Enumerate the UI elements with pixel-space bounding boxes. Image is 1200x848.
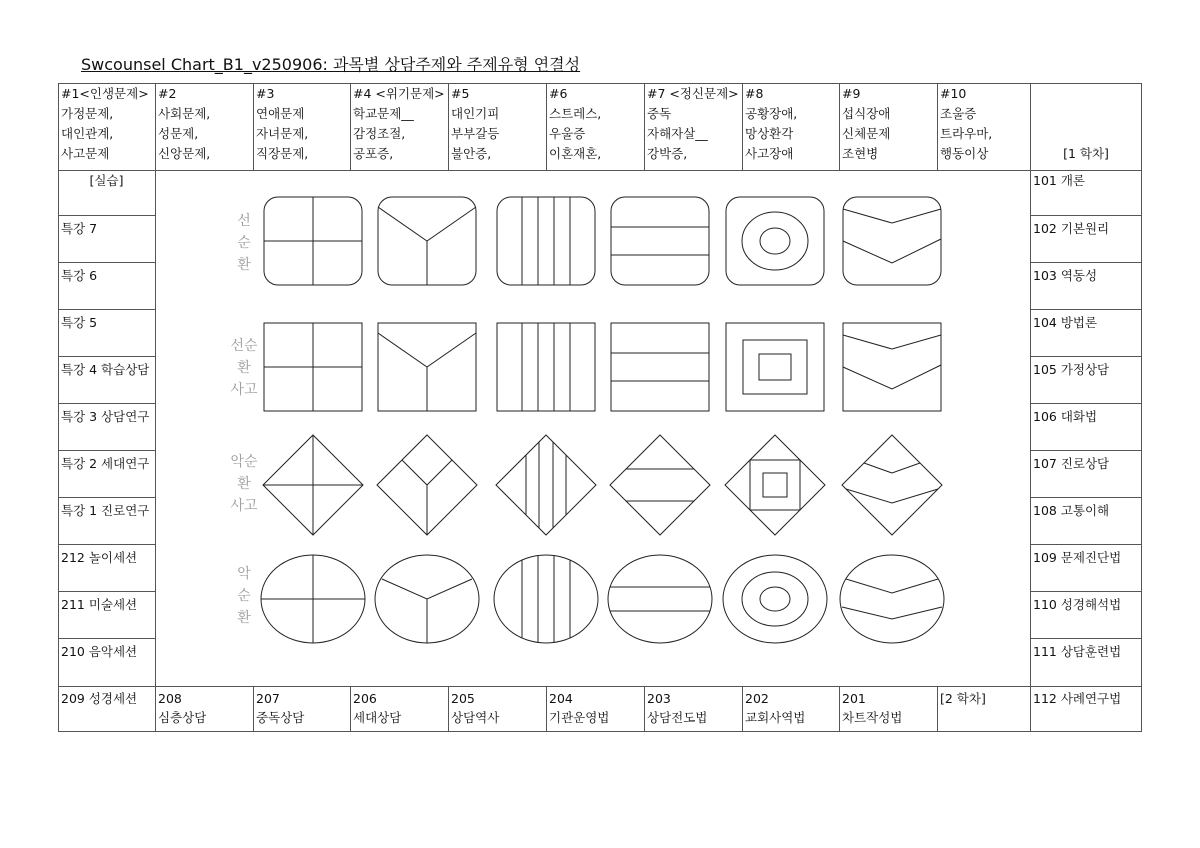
bottom-line: 206 xyxy=(353,691,377,706)
header-line: 직장문제, xyxy=(256,146,309,161)
header-line: 트라우마, xyxy=(940,126,993,141)
pattern-ring xyxy=(742,572,808,626)
shape-diamond-chevrons xyxy=(842,435,942,535)
bottom-line: 204 xyxy=(549,691,573,706)
shape-outline xyxy=(496,435,596,535)
shape-outline xyxy=(725,435,825,535)
shape-outline xyxy=(726,197,824,285)
left-cell: 특강 5 xyxy=(61,315,98,330)
pattern-ring xyxy=(742,212,808,270)
header-line: 공포증, xyxy=(353,146,394,161)
bottom-line: 209 성경세션 xyxy=(61,691,138,706)
right-cell: 111 상담훈련법 xyxy=(1033,644,1122,659)
shape-rounded-square-vertical-bars xyxy=(497,197,595,285)
right-cell: 106 대화법 xyxy=(1033,409,1098,424)
header-line: 부부갈등 xyxy=(451,126,500,141)
bottom-line: 교회사역법 xyxy=(745,710,806,725)
shape-outline xyxy=(842,435,942,535)
pattern-line xyxy=(378,333,476,367)
shape-square-y-split xyxy=(378,323,476,411)
left-cell: 특강 4 학습상담 xyxy=(61,362,150,377)
pattern-line xyxy=(846,579,938,593)
header-line: 사고장애 xyxy=(745,146,794,161)
header-line: 사회문제, xyxy=(158,106,211,121)
bottom-line: 205 xyxy=(451,691,475,706)
header-line: 중독 xyxy=(647,106,672,121)
header-line: 신앙문제, xyxy=(158,146,211,161)
header-line: [1 학차] xyxy=(1063,146,1109,161)
header-line: 망상환각 xyxy=(745,126,794,141)
shape-square-horizontal-bands xyxy=(611,323,709,411)
header-line: #2 xyxy=(158,86,177,101)
shape-outline xyxy=(726,323,824,411)
header-line: 성문제, xyxy=(158,126,199,141)
pattern-line xyxy=(843,335,941,349)
shape-outline xyxy=(494,555,598,643)
shape-rounded-square-horizontal-bands xyxy=(611,197,709,285)
left-cell: 특강 3 상담연구 xyxy=(61,409,150,424)
header-line: #6 xyxy=(549,86,568,101)
shape-outline xyxy=(723,555,827,643)
shape-ellipse-y-split xyxy=(375,555,479,643)
shape-outline xyxy=(608,555,712,643)
header-line: 스트레스, xyxy=(549,106,602,121)
header-line: #4 <위기문제> xyxy=(353,86,445,101)
shape-rounded-square-chevrons xyxy=(843,197,941,285)
shape-rounded-square-concentric xyxy=(726,197,824,285)
header-line: 조울증 xyxy=(940,106,977,121)
pattern-line xyxy=(382,579,472,599)
pattern-line xyxy=(402,460,452,485)
right-cell: 108 고통이해 xyxy=(1033,503,1110,518)
row-label-line: 선 xyxy=(237,213,251,229)
shape-outline xyxy=(843,197,941,285)
header-line: 강박증, xyxy=(647,146,688,161)
left-cell: 특강 6 xyxy=(61,268,98,283)
row-label-line: 순 xyxy=(237,588,251,604)
bottom-line: 중독상담 xyxy=(256,710,305,725)
header-line: 자녀문제, xyxy=(256,126,309,141)
header-line: 신체문제 xyxy=(842,126,891,141)
header-line: #10 xyxy=(940,86,967,101)
shape-ellipse-horizontal-bands xyxy=(608,555,712,643)
pattern-line xyxy=(864,463,920,473)
header-line: #1<인생문제> xyxy=(61,86,149,101)
pattern-line xyxy=(842,607,942,619)
bottom-line: 201 xyxy=(842,691,866,706)
right-cell: 109 문제진단법 xyxy=(1033,550,1122,565)
row-label-line: 악순 xyxy=(230,454,258,470)
left-cell: 211 미술세션 xyxy=(61,597,138,612)
right-cell: 102 기본원리 xyxy=(1033,221,1110,236)
header-line: 우울증 xyxy=(549,126,586,141)
header-line: #7 <정신문제> xyxy=(647,86,739,101)
right-cell: 103 역동성 xyxy=(1033,268,1098,283)
shape-ellipse-chevrons xyxy=(840,555,944,643)
header-line: 사고문제 xyxy=(61,146,110,161)
shape-square-concentric xyxy=(726,323,824,411)
pattern-ring xyxy=(760,587,790,611)
row-label-line: 선순 xyxy=(230,338,258,354)
bottom-line: 208 xyxy=(158,691,182,706)
bottom-line: 202 xyxy=(745,691,769,706)
shape-square-cross xyxy=(264,323,362,411)
header-line: 대인관계, xyxy=(61,126,114,141)
header-line: 섭식장애 xyxy=(842,106,891,121)
shape-outline xyxy=(610,435,710,535)
pattern-line xyxy=(378,207,476,241)
left-cell: 210 음악세션 xyxy=(61,644,138,659)
pattern-ring xyxy=(750,460,800,510)
shape-square-chevrons xyxy=(843,323,941,411)
pattern-line xyxy=(843,365,941,389)
header-line: 가정문제, xyxy=(61,106,114,121)
bottom-line: 112 사례연구법 xyxy=(1033,691,1122,706)
left-cell: 특강 1 진로연구 xyxy=(61,503,150,518)
bottom-line: 세대상담 xyxy=(353,710,402,725)
row-label-line: 환 xyxy=(237,610,251,626)
shape-outline xyxy=(840,555,944,643)
row-label-line: 환 xyxy=(237,257,251,273)
bottom-line: 기관운영법 xyxy=(549,710,610,725)
shape-diamond-cross xyxy=(263,435,363,535)
bottom-line: [2 학차] xyxy=(940,691,986,706)
left-cell-practice: [실습] xyxy=(89,173,124,188)
header-line: 대인기피 xyxy=(451,106,500,121)
header-line: #8 xyxy=(745,86,764,101)
header-line: #3 xyxy=(256,86,275,101)
shape-ellipse-cross xyxy=(261,555,365,643)
row-label-line: 사고 xyxy=(230,498,258,514)
shape-outline xyxy=(843,323,941,411)
pattern-ring xyxy=(760,228,790,254)
header-line: #9 xyxy=(842,86,861,101)
left-cell: 특강 7 xyxy=(61,221,98,236)
shape-outline xyxy=(497,197,595,285)
shape-ellipse-vertical-bars xyxy=(494,555,598,643)
header-line: 행동이상 xyxy=(940,146,989,161)
header-line: 불안증, xyxy=(451,146,492,161)
left-cell: 특강 2 세대연구 xyxy=(61,456,150,471)
pattern-line xyxy=(846,489,938,503)
pattern-line xyxy=(843,209,941,223)
pattern-line xyxy=(843,239,941,263)
shape-outline xyxy=(497,323,595,411)
pattern-ring xyxy=(743,340,807,394)
right-cell: 105 가정상담 xyxy=(1033,362,1110,377)
row-label-line: 순 xyxy=(237,235,251,251)
shape-ellipse-concentric xyxy=(723,555,827,643)
shape-outline xyxy=(611,323,709,411)
shape-diamond-horizontal-bands xyxy=(610,435,710,535)
header-line: 연애문제 xyxy=(256,106,305,121)
bottom-line: 203 xyxy=(647,691,671,706)
right-cell: 101 개론 xyxy=(1033,173,1085,188)
right-cell: 104 방법론 xyxy=(1033,315,1098,330)
row-label-line: 환 xyxy=(237,360,251,376)
header-line: 공황장애, xyxy=(745,106,798,121)
shape-rounded-square-y-split xyxy=(378,197,476,285)
row-label-line: 환 xyxy=(237,476,251,492)
right-cell: 110 성경해석법 xyxy=(1033,597,1122,612)
page-title: Swcounsel Chart_B1_v250906: 과목별 상담주제와 주제유형 연결성 xyxy=(81,55,581,74)
header-line: 조현병 xyxy=(842,146,879,161)
row-label-line: 악 xyxy=(237,566,251,582)
shape-rounded-square-cross xyxy=(264,197,362,285)
header-line: 학교문제__ xyxy=(353,106,414,121)
header-line: #5 xyxy=(451,86,470,101)
left-cell: 212 놀이세션 xyxy=(61,550,138,565)
bottom-line: 상담역사 xyxy=(451,710,500,725)
header-line: 이혼재혼, xyxy=(549,146,602,161)
shape-diamond-vertical-bars xyxy=(496,435,596,535)
bottom-line: 차트작성법 xyxy=(842,710,903,725)
row-label-line: 사고 xyxy=(230,382,258,398)
bottom-line: 심층상담 xyxy=(158,710,207,725)
shape-square-vertical-bars xyxy=(497,323,595,411)
pattern-ring xyxy=(763,473,787,497)
shape-outline xyxy=(611,197,709,285)
shape-diamond-concentric xyxy=(725,435,825,535)
right-cell: 107 진로상담 xyxy=(1033,456,1110,471)
bottom-line: 207 xyxy=(256,691,280,706)
shape-diamond-y-split xyxy=(377,435,477,535)
header-line: 감정조절, xyxy=(353,126,406,141)
pattern-ring xyxy=(759,354,791,380)
header-line: 자해자살__ xyxy=(647,126,708,141)
bottom-line: 상담전도법 xyxy=(647,710,708,725)
